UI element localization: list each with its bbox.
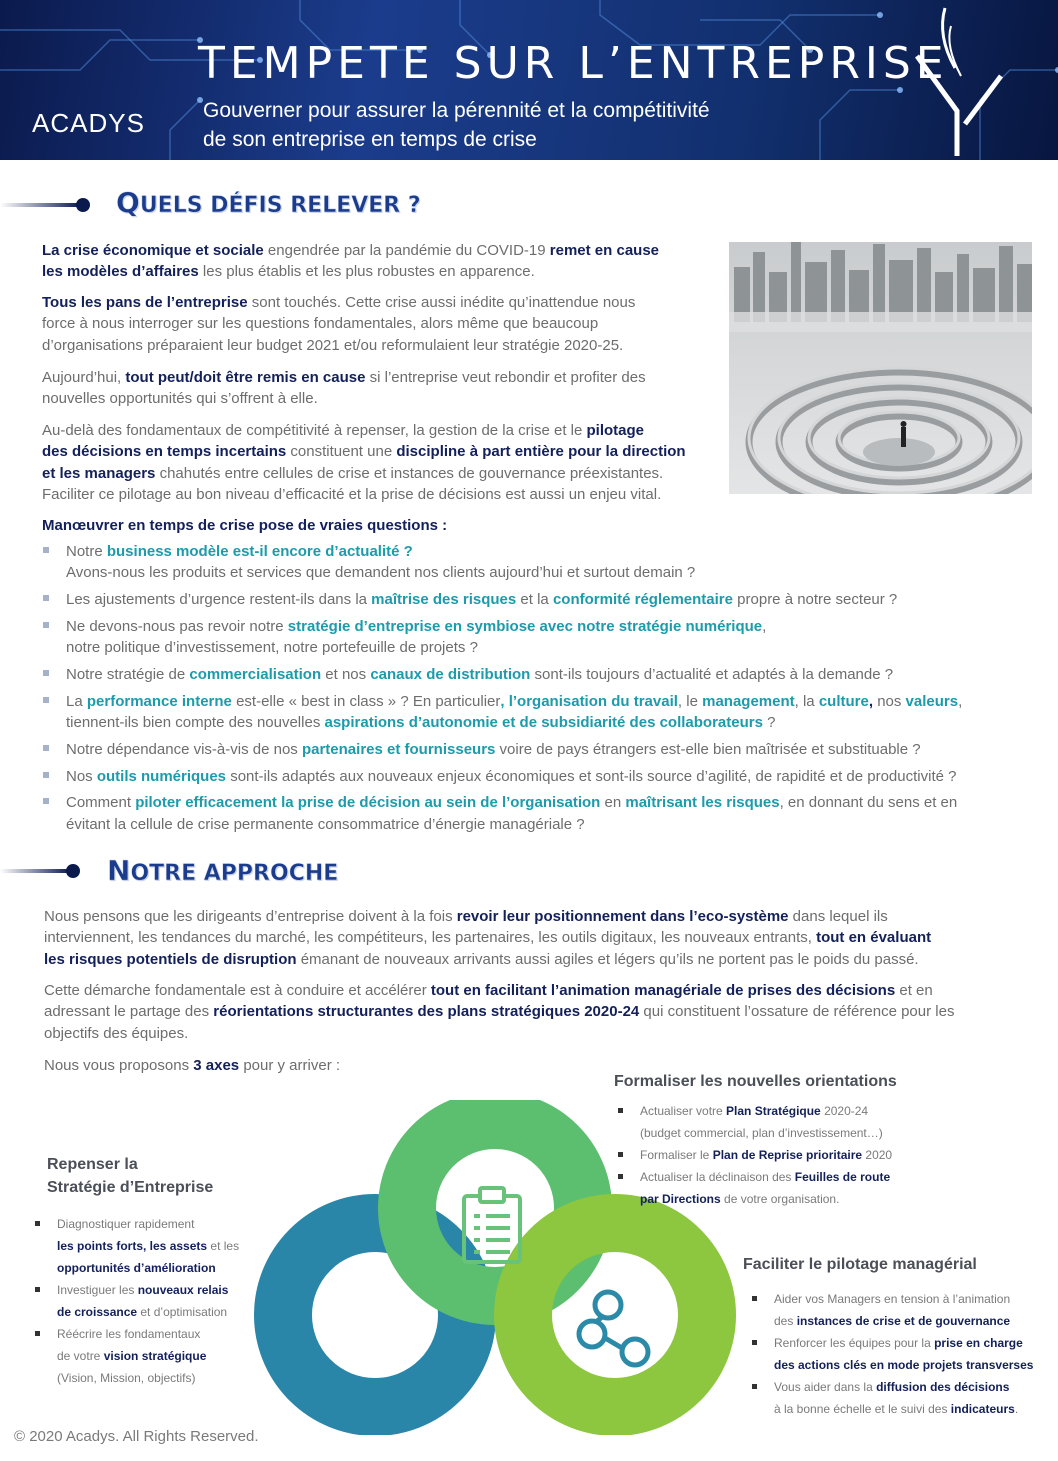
- list-item: [616, 1144, 936, 1166]
- highlight-teal: stratégie d’entreprise en symbiose avec notre stratégie numérique: [287, 617, 763, 635]
- highlight-bold: réorientations structurantes des plans stratégiques 2020-24: [213, 1003, 640, 1021]
- highlight-teal: piloter efficacement la prise de décision au sein de l’organisation: [135, 794, 601, 812]
- text-run: si l’entreprise veut rebondir et profiter des: [365, 369, 646, 386]
- list-item: [33, 1213, 263, 1279]
- text-run: Comment: [66, 794, 136, 812]
- list-item: [750, 1332, 1050, 1376]
- text-run: , en donnant du sens et en: [779, 794, 958, 812]
- text-run: de votre organisation.: [720, 1192, 840, 1206]
- text-run: Aider vos Managers en tension à l’animation: [774, 1292, 1011, 1306]
- highlight-teal: canaux de distribution: [370, 665, 531, 683]
- text-run: (budget commercial, plan d’investissement…): [640, 1126, 883, 1140]
- text-run: d’organisations préparaient leur budget 2021 et/ou reformulaient leur stratégie 2020-25.: [42, 336, 624, 354]
- highlight-bold: et les managers: [42, 464, 156, 482]
- text-run: en: [600, 794, 626, 812]
- highlight-bold: Feuilles de route: [794, 1170, 891, 1184]
- heading-cap: N: [107, 854, 131, 887]
- heading-rest: UELS DÉFIS RELEVER ?: [139, 193, 421, 218]
- text-run: .: [1014, 1402, 1019, 1416]
- section-heading-approach: [107, 854, 338, 887]
- copyright-footer: © 2020 Acadys. All Rights Reserved.: [14, 1428, 259, 1445]
- text-run: dans lequel ils: [788, 908, 888, 925]
- text-run: 2020: [862, 1148, 893, 1162]
- highlight-bold: pilotage: [586, 422, 645, 439]
- text-run: nouvelles opportunités qui s’offrent à elle.: [42, 390, 318, 408]
- text-run: de votre: [57, 1349, 104, 1363]
- challenges-paragraph-4: [42, 420, 732, 505]
- list-item: [750, 1288, 1050, 1332]
- text-run: et la: [516, 591, 553, 609]
- text-run: adressant le partage des: [44, 1003, 214, 1021]
- highlight-teal: culture: [818, 692, 869, 710]
- text-run: Renforcer les équipes pour la: [774, 1336, 935, 1350]
- text-run: voire de pays étrangers est-elle bien maîtrisée et substituable ?: [495, 740, 921, 758]
- text-run: Cette démarche fondamentale est à conduire et accélérer: [44, 982, 431, 999]
- acadys-logo: ACADYS: [32, 108, 145, 138]
- header-banner: [0, 0, 1058, 160]
- text-run: sont-ils toujours d’actualité et adaptés à la demande ?: [530, 665, 894, 683]
- text-run: Investiguer les: [57, 1283, 138, 1297]
- text-run: Nos: [66, 767, 97, 785]
- axis-list-strategy: [33, 1213, 263, 1389]
- text-run: Notre stratégie de: [66, 665, 190, 683]
- highlight-bold: prise en charge: [934, 1336, 1023, 1350]
- text-run: les plus établis et les plus robustes en apparence.: [198, 263, 535, 281]
- highlight-bold: diffusion des décisions: [876, 1380, 1010, 1394]
- text-run: notre politique d’investissement, notre portefeuille de projets ?: [66, 639, 478, 657]
- highlight-teal: , l’organisation du travail: [500, 692, 678, 710]
- text-run: force à nous interroger sur les questions fondamentales, alors même que beaucoup: [42, 315, 599, 333]
- list-item: [750, 1376, 1050, 1420]
- text-run: propre à notre secteur ?: [733, 591, 898, 609]
- text-run: ,: [958, 692, 963, 710]
- text-run: Faciliter ce pilotage au bon niveau d’efficacité et la prise de décisions est aussi un enjeu vital.: [42, 485, 662, 503]
- text-run: engendrée par la pandémie du COVID-19: [263, 242, 550, 259]
- highlight-bold: vision stratégique: [103, 1349, 207, 1363]
- section-rule: [0, 869, 70, 873]
- axis-title-strategy: [47, 1153, 213, 1199]
- list-item: [42, 766, 1042, 787]
- questions-list: [42, 541, 1042, 841]
- share-icon: [579, 1292, 648, 1365]
- highlight-bold: remet en cause: [549, 242, 660, 259]
- highlight-teal: outils numériques: [96, 767, 227, 785]
- text-run: constituent une: [286, 443, 397, 461]
- highlight-teal: valeurs: [905, 692, 959, 710]
- list-item: [616, 1100, 936, 1144]
- axis-title-formalize: Formaliser les nouvelles orientations: [614, 1073, 897, 1090]
- highlight-bold: Tous les pans de l’entreprise: [42, 294, 248, 311]
- highlight-teal: management: [702, 692, 795, 710]
- text-run: chahutés entre cellules de crise et instances de gouvernance préexistantes.: [155, 464, 664, 482]
- text-run: et les: [207, 1239, 240, 1253]
- text-run: qui constituent l’ossature de référence pour les: [639, 1003, 955, 1021]
- text-run: , le: [677, 692, 703, 710]
- highlight-bold: tout en évaluant: [816, 929, 932, 947]
- highlight-bold: tout peut/doit être remis en cause: [125, 369, 366, 386]
- list-item: [33, 1323, 263, 1389]
- highlight-bold: discipline à part entière pour la direction: [396, 443, 686, 461]
- approach-paragraph-2: [44, 980, 1044, 1044]
- list-item: [42, 589, 1042, 610]
- text-run: pour y arriver :: [239, 1057, 341, 1074]
- highlight-teal: aspirations d’autonomie et de subsidiarité des collaborateurs: [324, 714, 763, 732]
- text-run: Ne devons-nous pas revoir notre: [66, 617, 288, 635]
- highlight-bold: instances de crise et de gouvernance: [796, 1314, 1011, 1328]
- text-run: Aujourd’hui,: [42, 369, 126, 386]
- highlight-teal: conformité réglementaire: [552, 591, 733, 609]
- text-run: 2020-24: [820, 1104, 869, 1118]
- challenges-paragraph-2: [42, 292, 732, 356]
- list-item: [42, 691, 1042, 734]
- text-run: sont-ils adaptés aux nouveaux enjeux économiques et sont-ils source d’agilité, de rapidité et de productivité ?: [226, 767, 957, 785]
- section-dot: [76, 198, 90, 212]
- challenges-paragraph-1: [42, 240, 722, 283]
- list-item: [42, 541, 1042, 584]
- text-run: nos: [877, 692, 906, 710]
- list-item: [33, 1279, 263, 1323]
- highlight-bold: les modèles d’affaires: [42, 263, 199, 281]
- challenges-paragraph-3: [42, 367, 722, 410]
- approach-paragraph-1: [44, 906, 1044, 970]
- heading-cap: Q: [116, 186, 140, 219]
- text-run: Nous vous proposons: [44, 1057, 194, 1074]
- text-run: La: [66, 692, 87, 710]
- text-run: Avons-nous les produits et services que demandent nos clients aujourd’hui et surtout demain ?: [66, 564, 696, 582]
- axis-title-pilot: Faciliter le pilotage managérial: [743, 1256, 977, 1273]
- text-run: objectifs des équipes.: [44, 1024, 189, 1042]
- text-run: Vous aider dans la: [774, 1380, 877, 1394]
- highlight-teal: business modèle est-il encore d’actualité ?: [106, 543, 413, 560]
- highlight-bold: les risques potentiels de disruption: [44, 950, 297, 968]
- heading-rest: OTRE APPROCHE: [130, 861, 339, 886]
- text-run: à la bonne échelle et le suivi des: [774, 1402, 951, 1416]
- text-run: Au-delà des fondamentaux de compétitivité à repenser, la gestion de la crise et le: [42, 422, 587, 439]
- highlight-bold: La crise économique et sociale: [42, 242, 264, 259]
- highlight-bold: revoir leur positionnement dans l’eco-système: [456, 908, 789, 925]
- text-run: Nous pensons que les dirigeants d’entreprise doivent à la fois: [44, 908, 457, 925]
- list-item: [616, 1166, 936, 1210]
- highlight-teal: performance interne: [86, 692, 232, 710]
- highlight-bold: les points forts, les assets: [57, 1239, 208, 1253]
- highlight-bold: des décisions en temps incertains: [42, 443, 287, 461]
- subtitle-line: Gouverner pour assurer la pérennité et la compétitivité: [203, 99, 710, 122]
- section-rule: [0, 203, 80, 207]
- text-run: Réécrire les fondamentaux: [57, 1327, 201, 1341]
- y-logo-icon: [915, 6, 1005, 158]
- maze-city-image: [729, 242, 1032, 494]
- highlight-bold: indicateurs: [950, 1402, 1015, 1416]
- axis-list-pilot: [750, 1288, 1050, 1420]
- questions-intro: [42, 515, 742, 536]
- list-item: [42, 739, 1042, 760]
- approach-paragraph-3: [44, 1055, 544, 1076]
- text-run: Formaliser le: [640, 1148, 713, 1162]
- subtitle-line: de son entreprise en temps de crise: [203, 128, 537, 151]
- highlight-teal: maîtrise des risques: [371, 591, 517, 609]
- highlight-teal: maîtrisant les risques: [625, 794, 780, 812]
- highlight-bold: 3 axes: [193, 1057, 240, 1074]
- highlight-bold: tout en facilitant l’animation managériale de prises des décisions: [430, 982, 896, 999]
- text-run: et d’optimisation: [137, 1305, 228, 1319]
- text-run: interviennent, les tendances du marché, les compétiteurs, les partenaires, les outils digitaux, les nouveaux entrants,: [44, 929, 817, 947]
- highlight-bold: Plan de Reprise prioritaire: [712, 1148, 863, 1162]
- axis-title-line: Stratégie d’Entreprise: [47, 1179, 214, 1196]
- list-item: [42, 616, 1042, 659]
- axis-list-formalize: [616, 1100, 936, 1210]
- section-dot: [66, 864, 80, 878]
- text-run: Diagnostiquer rapidement: [57, 1217, 195, 1231]
- text-run: Actualiser la déclinaison des: [640, 1170, 795, 1184]
- highlight-bold: nouveaux relais: [137, 1283, 229, 1297]
- axis-title-line: Repenser la: [47, 1156, 138, 1173]
- page-subtitle: [203, 96, 803, 154]
- text-run: (Vision, Mission, objectifs): [57, 1371, 196, 1385]
- text-run: émanant de nouveaux arrivants aussi agiles et légers qu’ils ne portent pas le poids du passé.: [296, 950, 919, 968]
- list-item: [42, 664, 1042, 685]
- section-heading-challenges: [116, 186, 421, 219]
- text-run: ,: [762, 617, 767, 635]
- text-run: , la: [794, 692, 819, 710]
- highlight-bold: de croissance: [57, 1305, 138, 1319]
- text-run: évitant la cellule de crise permanente consommatrice d’énergie managériale ?: [66, 815, 585, 833]
- highlight-teal: partenaires et fournisseurs: [301, 740, 496, 758]
- highlight-teal: commercialisation: [189, 665, 322, 683]
- questions-intro-text: Manœuvrer en temps de crise pose de vraies questions :: [42, 517, 448, 534]
- text-run: Notre: [66, 543, 107, 560]
- text-run: ?: [762, 714, 776, 732]
- highlight-bold: ,: [868, 692, 878, 710]
- highlight-bold: Plan Stratégique: [726, 1104, 821, 1118]
- highlight-bold: opportunités d’amélioration: [57, 1261, 216, 1275]
- highlight-bold: par Directions: [640, 1192, 721, 1206]
- highlight-bold: des actions clés en mode projets transverses: [774, 1358, 1034, 1372]
- text-run: Les ajustements d’urgence restent-ils dans la: [66, 591, 372, 609]
- text-run: et en: [895, 982, 933, 999]
- text-run: est-elle « best in class » ? En particulier: [231, 692, 501, 710]
- text-run: Actualiser votre: [640, 1104, 727, 1118]
- text-run: sont touchés. Cette crise aussi inédite qu’inattendue nous: [247, 294, 636, 311]
- text-run: Notre dépendance vis-à-vis de nos: [66, 740, 302, 758]
- page-title: TEMPETE SUR L’ENTREPRISE: [198, 38, 949, 89]
- text-run: tiennent-ils bien compte des nouvelles: [66, 714, 325, 732]
- text-run: des: [774, 1314, 797, 1328]
- list-item: [42, 792, 1042, 835]
- text-run: et nos: [321, 665, 371, 683]
